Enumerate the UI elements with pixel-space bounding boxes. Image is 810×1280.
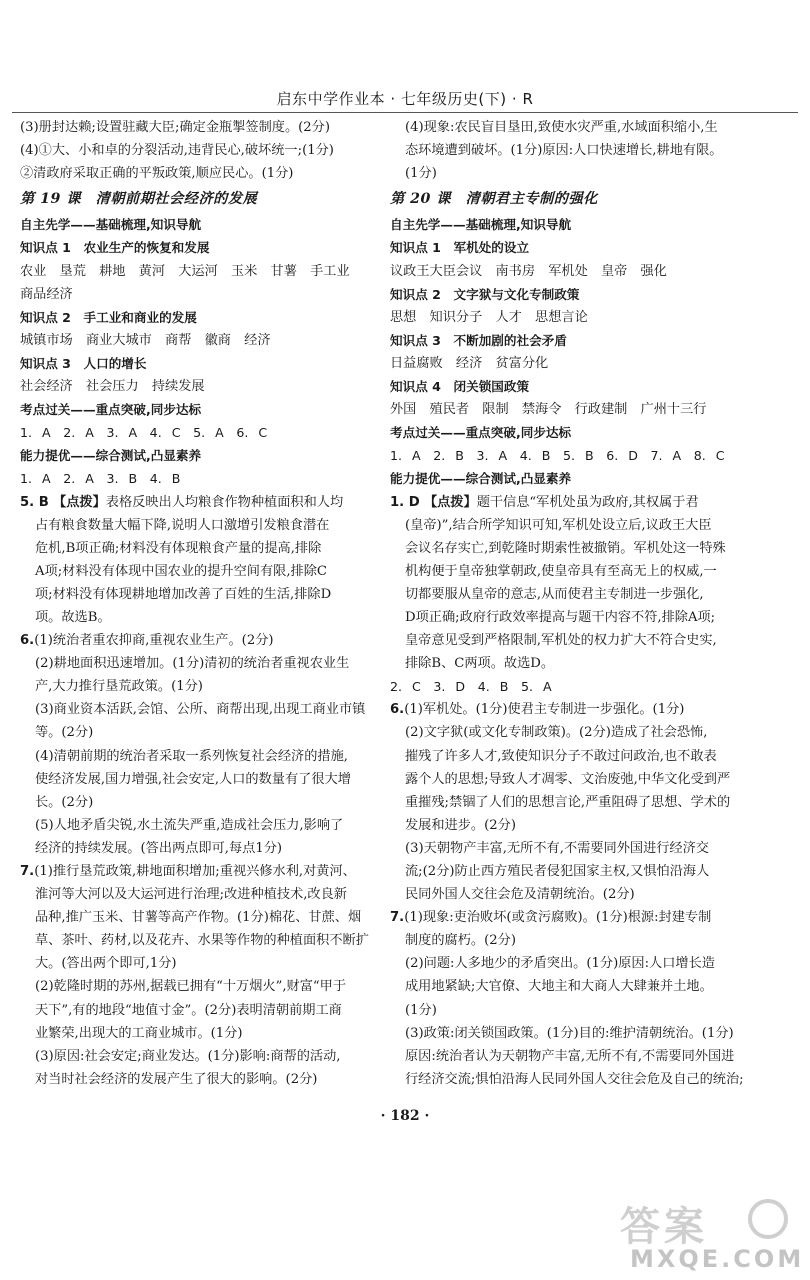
answer-line: (2)问题:人多地少的矛盾突出。(1分)原因:人口增长造: [405, 956, 715, 972]
answer-line: 经济的持续发展。(答出两点即可,每点1分): [35, 840, 283, 856]
section-heading: 考点过关——重点突破,同步达标: [390, 425, 572, 441]
answer-line: (1分): [405, 166, 437, 182]
answer-line: (皇帝)”,结合所学知识可知,军机处设立后,议政王大臣: [405, 517, 712, 533]
question-1-answer: [390, 491, 758, 514]
hint-tag: 【点拨】: [53, 494, 106, 510]
answer-text: (1)军机处。(1分)使君主专制进一步强化。(1分): [404, 702, 685, 718]
answer-line: 对当时社会经济的发展产生了很大的影响。(2分): [35, 1071, 318, 1087]
answer-line: 排除B、C两项。故选D。: [405, 656, 555, 672]
answer-line: ②清政府采取正确的平叛政策,顺应民心。(1分): [20, 166, 294, 182]
answer-line: (3)天朝物产丰富,无所不有,不需要同外国进行经济交: [405, 840, 709, 856]
choice-answers: 1. A 2. A 3. A 4. C 5. A 6. C: [20, 425, 268, 441]
right-column: [390, 116, 758, 1091]
answer-line: 大。(答出两个即可,1分): [35, 956, 177, 972]
key-terms: 农业 垦荒 耕地 黄河 大运河 玉米 甘薯 手工业: [20, 263, 350, 279]
question-7-answer: [20, 860, 388, 883]
knowledge-point-heading: 知识点 1 军机处的设立: [390, 240, 530, 256]
left-column: [20, 116, 388, 1091]
section-heading: 自主先学——基础梳理,知识导航: [20, 217, 202, 233]
question-7-answer: [390, 906, 758, 929]
choice-answers: 1. A 2. A 3. B 4. B: [20, 471, 181, 487]
question-number: 6.: [20, 633, 35, 649]
question-6-answer: [390, 698, 758, 721]
knowledge-point-heading: 知识点 1 农业生产的恢复和发展: [20, 240, 210, 256]
choice-answers: 2. C 3. D 4. B 5. A: [390, 679, 552, 695]
answer-line: A项;材料没有体现中国农业的提升空间有限,排除C: [35, 563, 327, 579]
answer-line: 等。(2分): [35, 725, 94, 741]
answer-line: 业繁荣,出现大的工商业城市。(1分): [35, 1025, 243, 1041]
key-terms: 思想 知识分子 人才 思想言论: [390, 309, 588, 325]
answer-line: 重摧残;禁锢了人们的思想言论,严重阻碍了思想、学术的: [405, 794, 731, 810]
answer-text: 表格反映出人均粮食作物种植面积和人均: [105, 494, 344, 510]
knowledge-point-heading: 知识点 4 闭关锁国政策: [390, 379, 530, 395]
answer-line: 摧残了许多人才,致使知识分子不敢过问政治,也不敢表: [405, 748, 717, 764]
section-heading: 考点过关——重点突破,同步达标: [20, 402, 202, 418]
answer-line: 天下”,有的地段“地值寸金”。(2分)表明清朝前期工商: [35, 1002, 342, 1018]
answer-line: (2)耕地面积迅速增加。(1分)清初的统治者重视农业生: [35, 656, 350, 672]
watermark-domain: MXQE.COM: [630, 1245, 805, 1273]
question-6-answer: [20, 629, 388, 652]
answer-line: (4)清朝前期的统治者采取一系列恢复社会经济的措施,: [35, 748, 348, 764]
answer-line: 长。(2分): [35, 794, 94, 810]
answer-line: 行经济交流;惧怕沿海人民同外国人交往会危及自己的统治;: [405, 1071, 744, 1087]
answer-line: 淮河等大河以及大运河进行治理;改进种植技术,改良新: [35, 887, 347, 903]
page-number: · 182 ·: [380, 1108, 430, 1124]
answer-line: 占有粮食数量大幅下降,说明人口激增引发粮食潜在: [35, 517, 330, 533]
answer-line: 会议名存实亡,到乾隆时期索性被撤销。军机处这一特殊: [405, 540, 726, 556]
question-5-answer: [20, 491, 388, 514]
page-header: 启东中学作业本 · 七年级历史(下) · R: [276, 90, 534, 108]
answer-text: (1)现象:吏治败坏(或贪污腐败)。(1分)根源:封建专制: [404, 910, 712, 926]
knowledge-point-heading: 知识点 2 文字狱与文化专制政策: [390, 286, 580, 302]
header-rule: [12, 112, 798, 113]
key-terms: 日益腐败 经济 贫富分化: [390, 355, 549, 371]
key-terms: 外国 殖民者 限制 禁海令 行政建制 广州十三行: [390, 402, 707, 418]
answer-line: 产,大力推行垦荒政策。(1分): [35, 679, 203, 695]
knowledge-point-heading: 知识点 2 手工业和商业的发展: [20, 309, 197, 325]
section-heading: 自主先学——基础梳理,知识导航: [390, 217, 572, 233]
answer-line: 态环境遭到破坏。(1分)原因:人口快速增长,耕地有限。: [405, 143, 723, 159]
answer-line: D项正确;政府行政效率提高与题干内容不符,排除A项;: [405, 609, 716, 625]
answer-text: 题干信息“军机处虽为政府,其权属于君: [476, 494, 699, 510]
section-heading: 能力提优——综合测试,凸显素养: [20, 448, 202, 464]
section-heading: 能力提优——综合测试,凸显素养: [390, 471, 572, 487]
question-number: 1. D: [390, 494, 420, 510]
answer-line: 皇帝意见受到严格限制,军机处的权力扩大不符合史实,: [405, 633, 717, 649]
lesson-title: 第 20 课 清朝君主专制的强化: [390, 191, 598, 208]
answer-line: 草、茶叶、药材,以及花卉、水果等作物的种植面积不断扩: [35, 933, 369, 949]
answer-line: 制度的腐朽。(2分): [405, 933, 516, 949]
key-terms: 议政王大臣会议 南书房 军机处 皇帝 强化: [390, 263, 667, 279]
answer-line: 项。故选B。: [35, 609, 111, 625]
knowledge-point-heading: 知识点 3 不断加剧的社会矛盾: [390, 332, 567, 348]
question-number: 7.: [20, 864, 35, 879]
answer-line: 使经济发展,国力增强,社会安定,人口的数量有了很大增: [35, 771, 351, 787]
answer-line: (4)①大、小和卓的分裂活动,违背民心,破坏统一;(1分): [20, 143, 334, 159]
answer-text: (1)统治者重农抑商,重视农业生产。(2分): [34, 633, 274, 649]
hint-tag: 【点拨】: [423, 494, 477, 510]
answer-line: (1分): [405, 1002, 437, 1018]
answer-line: 成用地紧缺;大官僚、大地主和大商人大肆兼并土地。: [405, 979, 713, 995]
question-number: 6.: [390, 702, 405, 718]
answer-line: (3)政策:闭关锁国政策。(1分)目的:维护清朝统治。(1分): [405, 1025, 734, 1041]
answer-line: 露个人的思想;导致人才凋零、文治废弛,中华文化受到严: [405, 771, 731, 787]
watermark-circle-icon: [748, 1199, 788, 1239]
answer-line: 原因:统治者认为天朝物产丰富,无所不有,不需要同外国进: [405, 1048, 735, 1064]
answer-line: (3)原因:社会安定;商业发达。(1分)影响:商帮的活动,: [35, 1048, 341, 1064]
answer-line: 切都要服从皇帝的意志,从而使君主专制进一步强化,: [405, 586, 704, 602]
knowledge-point-heading: 知识点 3 人口的增长: [20, 355, 147, 371]
answer-text: (1)推行垦荒政策,耕地面积增加;重视兴修水利,对黄河、: [34, 864, 356, 879]
watermark-logo: [610, 1195, 805, 1273]
answer-line: (3)册封达赖;设置驻藏大臣;确定金瓶掣签制度。(2分): [20, 120, 330, 135]
answer-line: (4)现象:农民盲目垦田,致使水灾严重,水域面积缩小,生: [405, 120, 718, 135]
answer-line: 机构便于皇帝独掌朝政,使皇帝具有至高无上的权威,一: [405, 563, 717, 579]
watermark-text: 答案: [620, 1204, 708, 1250]
answer-line: 危机,B项正确;材料没有体现粮食产量的提高,排除: [35, 540, 322, 556]
key-terms: 社会经济 社会压力 持续发展: [20, 379, 205, 395]
answer-line: (2)乾隆时期的苏州,据载已拥有“十万烟火”,财富“甲于: [35, 979, 347, 995]
answer-line: (3)商业资本活跃,会馆、公所、商帮出现,出现工商业市镇: [35, 702, 366, 718]
key-terms: 商品经济: [20, 286, 73, 302]
answer-line: 流;(2分)防止西方殖民者侵犯国家主权,又惧怕沿海人: [405, 864, 710, 879]
answer-line: 民同外国人交往会危及清朝统治。(2分): [405, 887, 635, 903]
question-number: 7.: [390, 910, 405, 926]
answer-line: 项;材料没有体现耕地增加改善了百姓的生活,排除D: [35, 586, 332, 602]
key-terms: 城镇市场 商业大城市 商帮 徽商 经济: [20, 332, 271, 348]
answer-line: 发展和进步。(2分): [405, 817, 516, 833]
lesson-title: 第 19 课 清朝前期社会经济的发展: [20, 191, 258, 208]
answer-line: (2)文字狱(或文化专制政策)。(2分)造成了社会恐怖,: [405, 725, 708, 741]
answer-line: (5)人地矛盾尖锐,水土流失严重,造成社会压力,影响了: [35, 817, 344, 833]
choice-answers: 1. A 2. B 3. A 4. B 5. B 6. D 7. A 8. C: [390, 448, 725, 464]
question-number: 5. B: [20, 494, 49, 510]
answer-line: 品种,推广玉米、甘薯等高产作物。(1分)棉花、甘蔗、烟: [35, 910, 362, 926]
